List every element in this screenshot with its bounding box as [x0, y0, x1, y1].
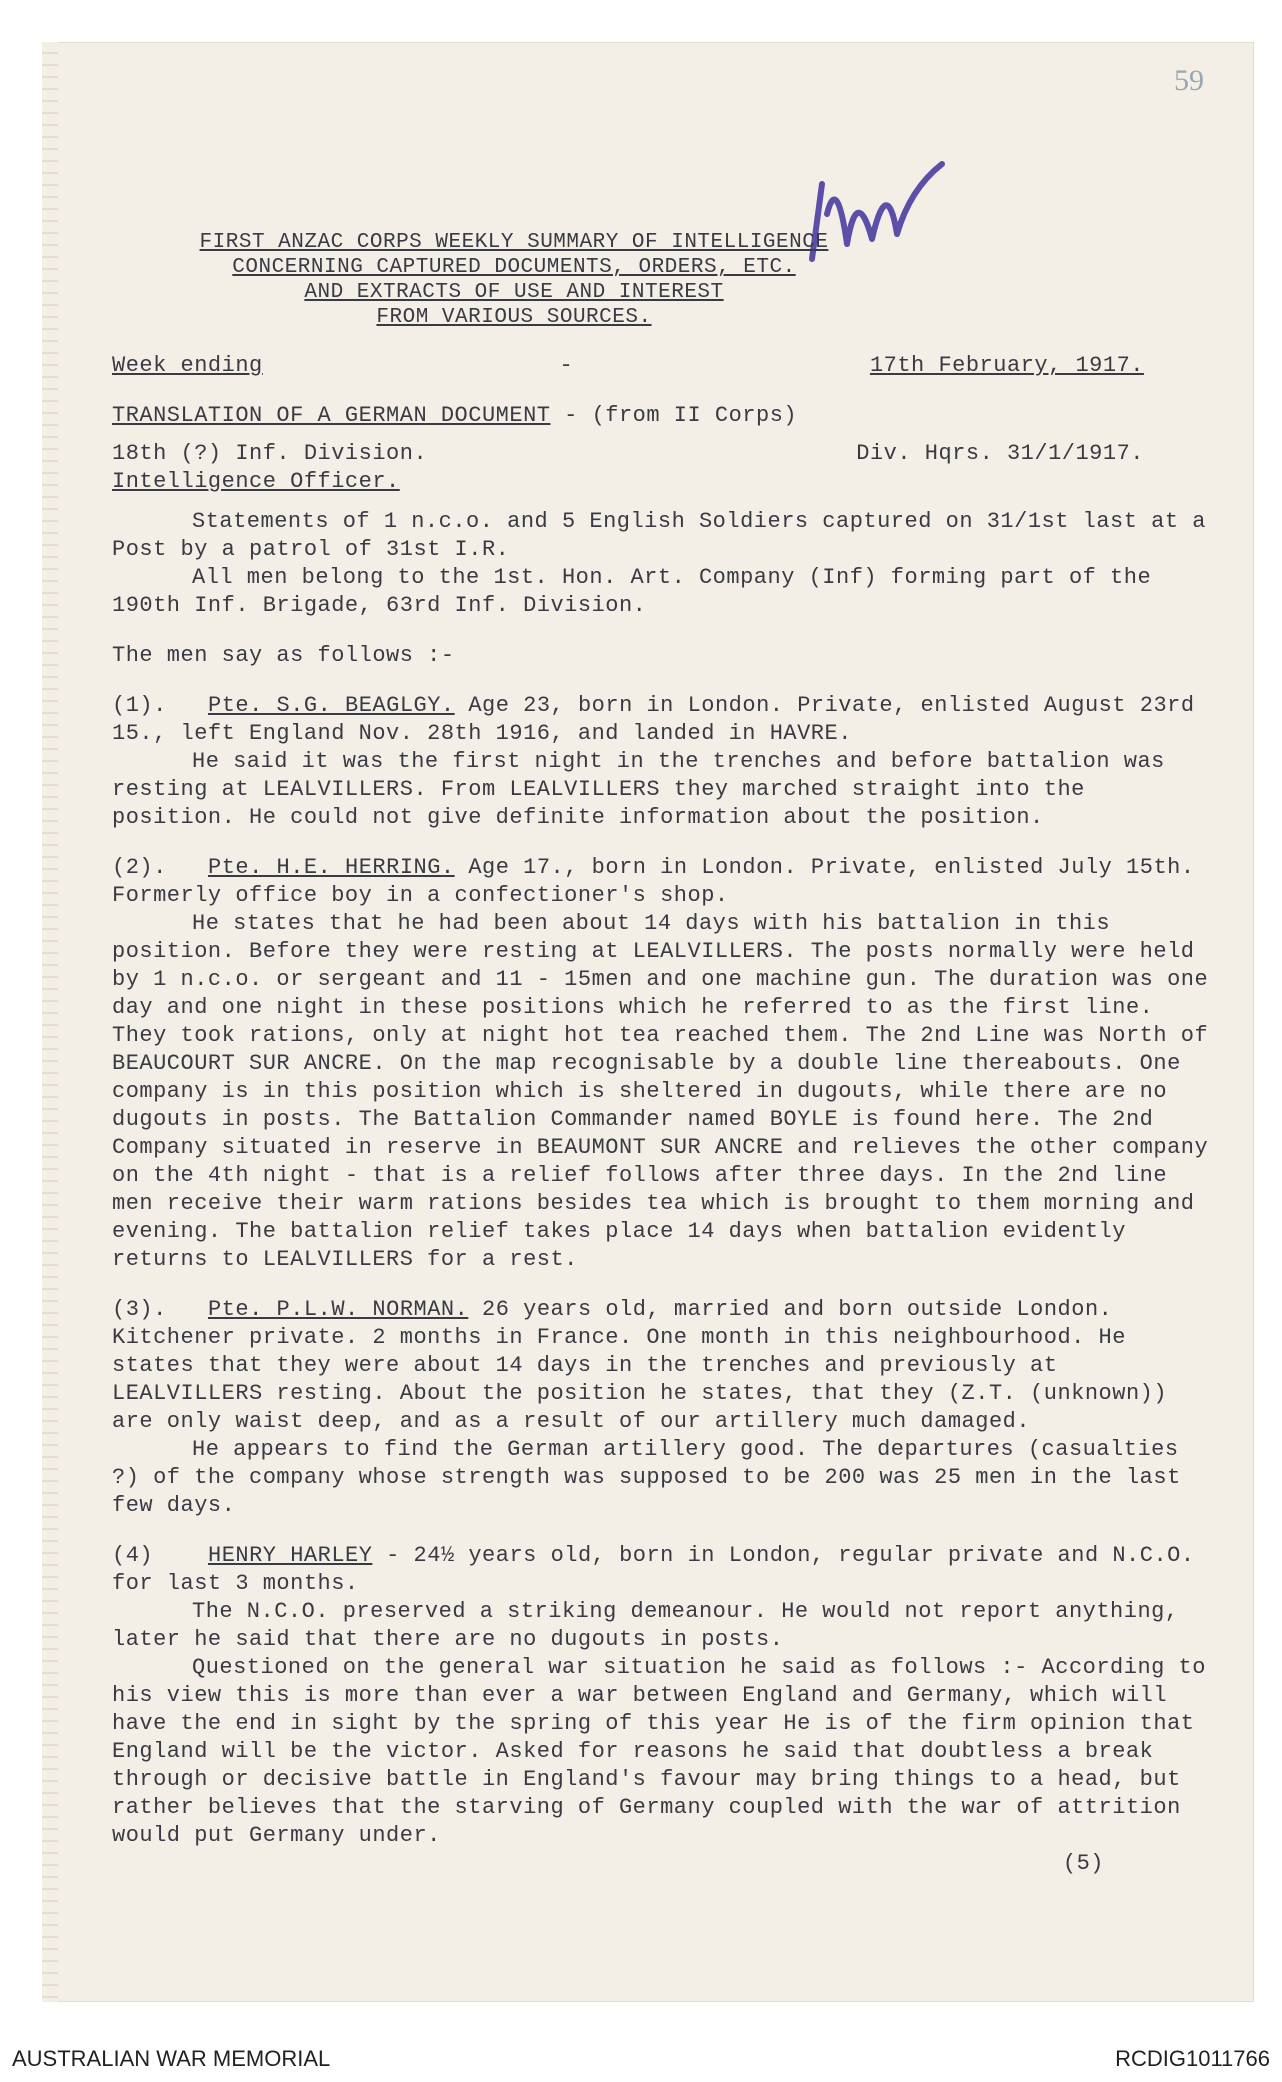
men-say-line: The men say as follows :- — [112, 643, 455, 668]
entry-name: Pte. S.G. BEAGLGY. — [208, 693, 455, 718]
heading-line-4: FROM VARIOUS SOURCES. — [376, 306, 652, 329]
entry-number: (4) — [112, 1543, 154, 1568]
heading-line-1: FIRST ANZAC CORPS WEEKLY SUMMARY OF INTELLIGENCE — [199, 231, 829, 254]
entry-1 — [112, 692, 1214, 832]
footer-institution: AUSTRALIAN WAR MEMORIAL — [12, 2046, 331, 2071]
entry-statement: He said it was the first night in the trenches and before battalion was resting at LEALVILLERS. From LEALVILLERS they marched straight into the position. He could not give definite information about the position. — [112, 749, 1165, 830]
page-marker-row — [112, 1850, 1214, 1878]
division-row — [112, 440, 1214, 468]
intro-paragraph-1: Statements of 1 n.c.o. and 5 English Soldiers captured on 31/1st last at a Post by a patrol of 31st I.R. — [112, 509, 1206, 562]
translation-title: TRANSLATION OF A GERMAN DOCUMENT — [112, 403, 551, 428]
entry-statement: He appears to find the German artillery good. The departures (casualties ?) of the company whose strength was supposed to be 200 was 25 men in the last few days. — [112, 1437, 1181, 1518]
entry-statement: The N.C.O. preserved a striking demeanour. He would not report anything, later he said that there are no dugouts in posts. — [112, 1599, 1179, 1652]
entry-statement: Questioned on the general war situation he said as follows :- According to his view this is more than ever a war between England and Germany, which will have the end in sight by the spring of this year He is of the firm opinion that England will be the victor. Asked for reasons he said that doubtless a break through or decisive battle in England's favour may bring things to a head, but rather believes that the starving of Germany coupled with the war of attrition would put Germany under. — [112, 1655, 1206, 1848]
translation-title-line — [112, 402, 1214, 430]
division: 18th (?) Inf. Division. — [112, 441, 428, 466]
heading-line-3: AND EXTRACTS OF USE AND INTEREST — [304, 281, 724, 304]
entry-statement: He states that he had been about 14 days with his battalion in this position. Before they were resting at LEALVILLERS. The posts normally were held by 1 n.c.o. or sergeant and 11 - 15men and one machine gun. The duration was one day and one night in these positions which he referred to as the first line. They took rations, only at night hot tea reached them. The 2nd Line was North of BEAUCOURT SUR ANCRE. On the map recognisable by a double line thereabouts. One company is in this position which is sheltered in dugouts, while there are no dugouts in posts. The Battalion Commander named BOYLE is found here. The 2nd Company situated in reserve in BEAUMONT SUR ANCRE and relieves the other company on the 4th night - that is a relief follows after three days. In the 2nd line men receive their warm rations besides tea which is brought to them morning and evening. The battalion relief takes place 14 days when battalion evidently returns to LEALVILLERS for a rest. — [112, 911, 1209, 1272]
entry-4 — [112, 1542, 1214, 1850]
entry-2 — [112, 854, 1214, 1274]
document-body — [112, 230, 1214, 1878]
entry-name: Pte. P.L.W. NORMAN. — [208, 1297, 469, 1322]
summary-heading — [154, 230, 874, 330]
intelligence-officer: Intelligence Officer. — [112, 469, 400, 494]
translation-source: - (from II Corps) — [550, 403, 798, 428]
entry-details: Age 23, born in London. Private, enlisted August 23rd 15., left England Nov. 28th 1916, and landed in HAVRE. — [112, 693, 1195, 746]
entry-details: - 24½ years old, born in London, regular private and N.C.O. for last 3 months. — [112, 1543, 1195, 1596]
entry-number: (1). — [112, 693, 167, 718]
page-marker: (5) — [1062, 1851, 1104, 1876]
intro-paragraph-2: All men belong to the 1st. Hon. Art. Company (Inf) forming part of the 190th Inf. Brigade, 63rd Inf. Division. — [112, 565, 1152, 618]
folio-number: 59 — [1174, 64, 1204, 97]
document-sheet — [42, 42, 1254, 2002]
entry-details: Age 17., born in London. Private, enlisted July 15th. Formerly office boy in a confectioner's shop. — [112, 855, 1195, 908]
week-date: 17th February, 1917. — [869, 353, 1144, 378]
entry-name: Pte. H.E. HERRING. — [208, 855, 455, 880]
footer — [0, 2046, 1282, 2072]
footer-reference: RCDIG1011766 — [1115, 2046, 1270, 2071]
entry-3 — [112, 1296, 1214, 1520]
heading-line-2: CONCERNING CAPTURED DOCUMENTS, ORDERS, ETC. — [232, 256, 796, 279]
week-label: Week ending — [112, 353, 263, 378]
week-row — [112, 352, 1214, 380]
entry-name: HENRY HARLEY — [208, 1543, 373, 1568]
entry-number: (2). — [112, 855, 167, 880]
entry-number: (3). — [112, 1297, 167, 1322]
hq-date: Div. Hqrs. 31/1/1917. — [856, 441, 1144, 466]
week-dash: - — [559, 353, 574, 378]
entry-details: 26 years old, married and born outside London. Kitchener private. 2 months in France. One month in this neighbourhood. He states that they were about 14 days in the trenches and previously at LEALVILLERS resting. About the position he states, that they (Z.T. (unknown)) are only waist deep, and as a result of our artillery much damaged. — [112, 1297, 1168, 1434]
